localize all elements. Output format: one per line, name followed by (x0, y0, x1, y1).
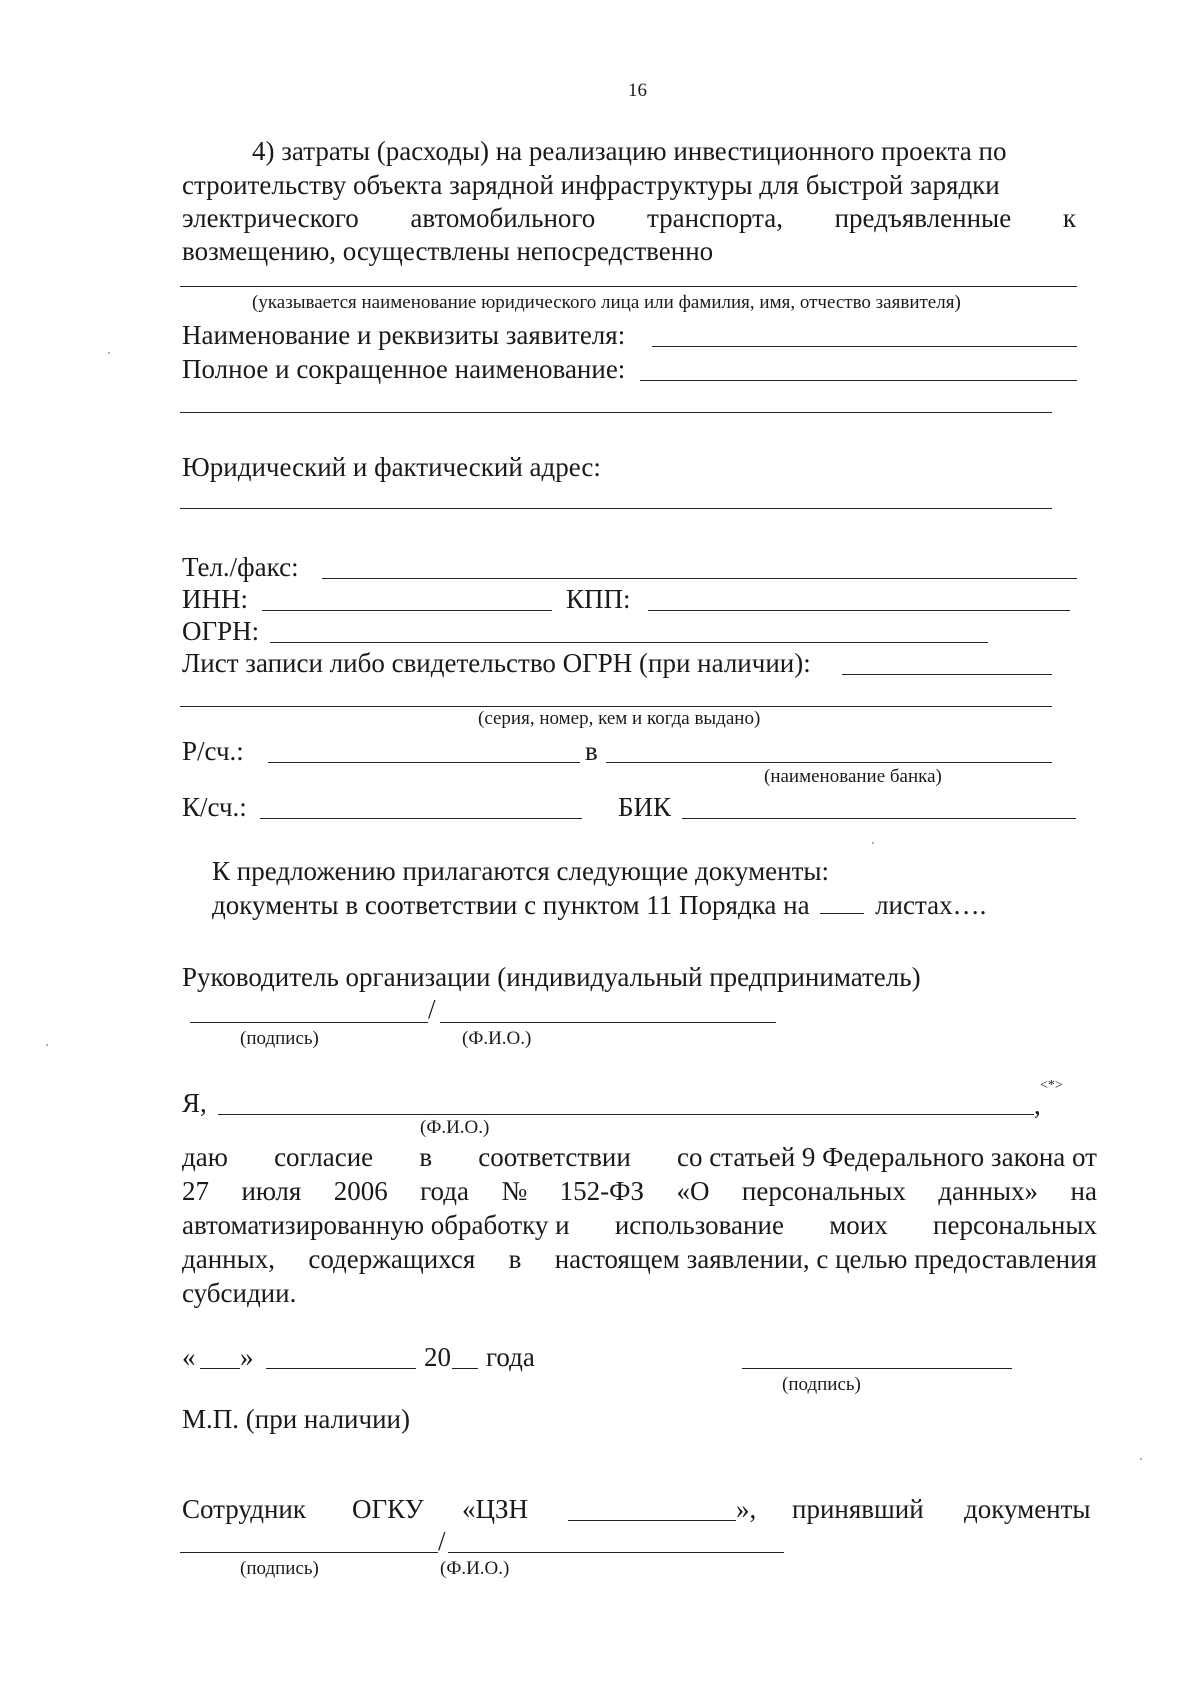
bik-line (682, 818, 1076, 819)
consent-word: автоматизированную обработку и (182, 1210, 570, 1240)
consent-word: июля (241, 1176, 302, 1206)
intro-word: к (1062, 203, 1076, 233)
consent-word: 152-ФЗ (559, 1176, 645, 1206)
consent-comma: , (1034, 1090, 1041, 1120)
employee-documents: документы (964, 1494, 1091, 1524)
consent-line-3 (182, 1208, 1097, 1242)
employee-fio-line (448, 1552, 784, 1553)
consent-word: 27 (182, 1176, 209, 1206)
attachments-line-1: К предложению прилагаются следующие документы: (212, 856, 830, 886)
scan-speck (872, 842, 874, 844)
consent-line-5: субсидии. (182, 1278, 297, 1308)
employee-fio-hint: (Ф.И.О.) (440, 1558, 510, 1579)
consent-word: соответствии (478, 1142, 631, 1172)
record-sheet-label: Лист записи либо свидетельство ОГРН (при наличии): (182, 648, 811, 678)
date-year-line (452, 1368, 478, 1369)
employee-close: », (736, 1494, 757, 1524)
consent-line-1 (182, 1140, 1097, 1174)
head-slash: / (428, 994, 436, 1024)
intro-line-4: возмещению, осуществлены непосредственно (182, 236, 714, 266)
applicant-name-line (180, 286, 1077, 287)
intro-word: электрического (182, 203, 359, 233)
scan-speck (108, 352, 110, 354)
record-sheet-line (842, 674, 1052, 675)
corr-account-line (260, 818, 582, 819)
bik-label: БИК (618, 792, 672, 822)
consent-word: в (508, 1244, 522, 1274)
date-close-quote: » (240, 1342, 254, 1372)
consent-word: использование (614, 1210, 784, 1240)
consent-word: «О (676, 1176, 710, 1206)
full-short-name-label: Полное и сокращенное наименование: (182, 354, 626, 384)
record-hint: (серия, номер, кем и когда выдано) (478, 708, 761, 729)
full-short-name-line-2 (180, 412, 1052, 413)
page-number: 16 (628, 80, 647, 101)
consent-fio-line (218, 1114, 1034, 1115)
kpp-line (648, 610, 1070, 611)
consent-footnote-mark: <*> (1040, 1078, 1063, 1093)
bank-hint: (наименование банка) (764, 766, 942, 787)
employee-word-2: ОГКУ (352, 1494, 424, 1524)
phone-fax-label: Тел./факс: (182, 552, 299, 582)
consent-word: согласие (274, 1142, 374, 1172)
ogrn-label: ОГРН: (182, 616, 260, 646)
consent-word: персональных (741, 1176, 906, 1206)
intro-line-1: 4) затраты (расходы) на реализацию инвестиционного проекта по (252, 136, 1007, 166)
ogrn-line (270, 642, 988, 643)
sheets-count-blank (820, 893, 864, 914)
date-month-line (266, 1368, 416, 1369)
attachments-line-2 (212, 888, 986, 922)
in-bank-label: в (585, 736, 598, 766)
scan-speck (1140, 1458, 1142, 1460)
applicant-hint: (указывается наименование юридического лица или фамилия, имя, отчество заявителя) (252, 292, 961, 313)
consent-word: на (1070, 1176, 1097, 1206)
intro-line-3 (182, 201, 1076, 235)
consent-word: содержащихся (308, 1244, 476, 1274)
address-line (180, 508, 1052, 509)
date-year-suffix: года (486, 1342, 535, 1372)
date-day-line (200, 1368, 240, 1369)
date-open-quote: « (182, 1342, 196, 1372)
consent-line-4 (182, 1242, 1097, 1276)
kpp-label: КПП: (566, 584, 631, 614)
intro-word: транспорта, (646, 203, 783, 233)
intro-line-2: строительству объекта зарядной инфраструктуры для быстрой зарядки (182, 170, 1000, 200)
bank-name-line (606, 762, 1052, 763)
consent-ya: Я, (182, 1088, 207, 1118)
consent-word: данных, (182, 1244, 276, 1274)
scan-speck (46, 1044, 48, 1046)
consent-word: моих (829, 1210, 888, 1240)
name-requisites-line (652, 346, 1077, 347)
head-fio-line (440, 1022, 776, 1023)
name-requisites-label: Наименование и реквизиты заявителя: (182, 320, 626, 350)
inn-label: ИНН: (182, 584, 248, 614)
attachments-text: документы в соответствии с пунктом 11 Порядка на (212, 890, 810, 920)
head-sign-hint: (подпись) (240, 1028, 319, 1049)
account-line (268, 762, 580, 763)
employee-accepted: принявший (792, 1494, 924, 1524)
record-sheet-line-2 (180, 706, 1052, 707)
consent-word: года (420, 1176, 470, 1206)
consent-word: 2006 (333, 1176, 388, 1206)
phone-fax-line (322, 578, 1077, 579)
employee-center-line (568, 1520, 736, 1521)
employee-sign-hint: (подпись) (240, 1558, 319, 1579)
consent-fio-hint: (Ф.И.О.) (420, 1117, 490, 1138)
attachments-text-end: листах…. (875, 890, 987, 920)
corr-account-label: К/сч.: (182, 792, 247, 822)
intro-word: автомобильного (410, 203, 596, 233)
consent-word: со статьей 9 Федерального закона от (676, 1142, 1097, 1172)
employee-sign-line (180, 1552, 438, 1553)
intro-word: предъявленные (834, 203, 1012, 233)
inn-line (262, 610, 552, 611)
consent-word: № (501, 1176, 528, 1206)
account-label: Р/сч.: (182, 736, 244, 766)
head-title: Руководитель организации (индивидуальный предприниматель) (182, 962, 921, 992)
date-sign-hint: (подпись) (782, 1374, 861, 1395)
stamp-label: М.П. (при наличии) (182, 1404, 410, 1434)
consent-line-2 (182, 1174, 1097, 1208)
date-year-prefix: 20 (424, 1342, 451, 1372)
employee-slash: / (438, 1526, 446, 1556)
employee-word-1: Сотрудник (182, 1494, 306, 1524)
consent-word: даю (182, 1142, 228, 1172)
consent-word: персональных (933, 1210, 1097, 1240)
head-sign-line (190, 1022, 428, 1023)
full-short-name-line (640, 380, 1077, 381)
consent-word: настоящем заявлении, с целью предоставления (554, 1244, 1097, 1274)
consent-word: в (419, 1142, 433, 1172)
employee-word-3: «ЦЗН (462, 1494, 529, 1524)
date-sign-line (742, 1368, 1012, 1369)
head-fio-hint: (Ф.И.О.) (462, 1028, 532, 1049)
address-label: Юридический и фактический адрес: (182, 452, 601, 482)
consent-word: данных» (938, 1176, 1039, 1206)
